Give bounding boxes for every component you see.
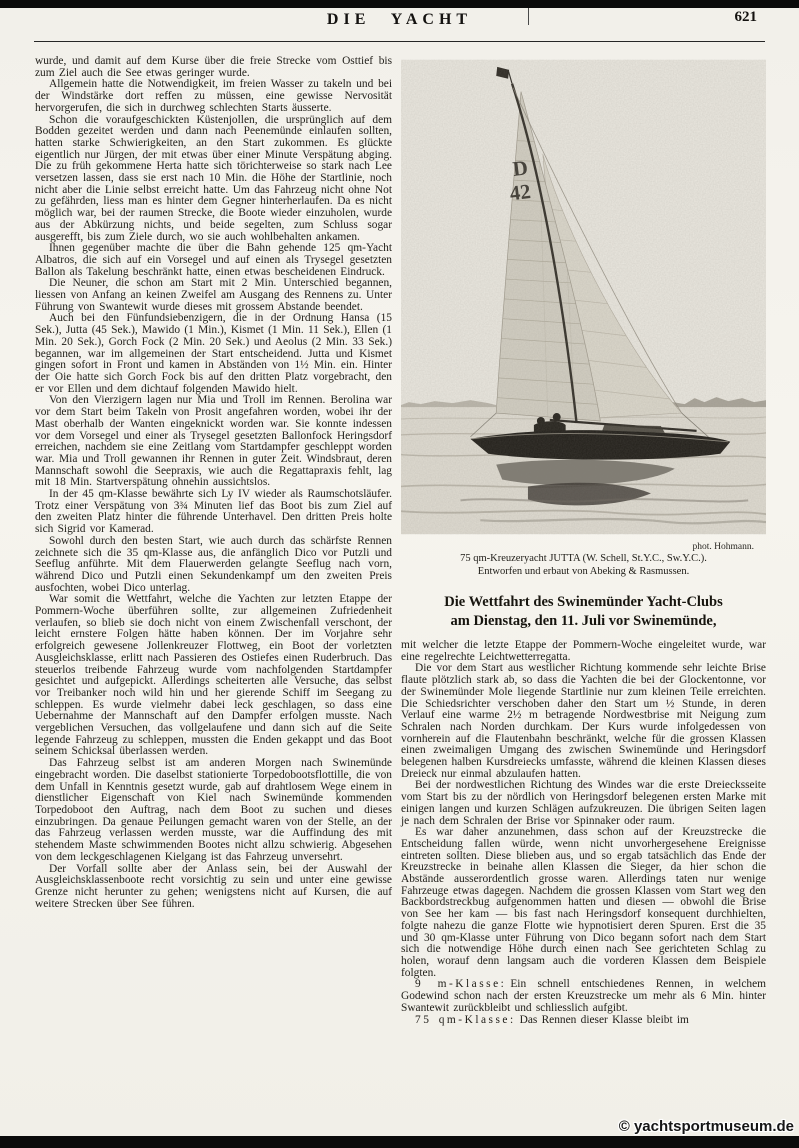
article-heading-line1: Die Wettfahrt des Swinemünder Yacht-Clubs: [444, 594, 723, 610]
class-report-text: Das Rennen dieser Klasse bleibt im: [519, 1013, 689, 1026]
right-column: [401, 56, 766, 1026]
paragraph: Das Fahrzeug selbst ist am anderen Morgen nach Swinemünde eingebracht worden. Die daselbst stationierte Torpedobootsflottille, die von dem Unfall in Kenntnis gesetzt wurde, gab auf drahtlosem Wege einem in dienstlicher Eigenschaft von Kiel nach Swinemünde kommenden Torpedoboot den Auftrag, nach dem Boot zu suchen und dieses einzubringen. Da genaue Peilungen gemacht waren von der Stelle, an der das Fahrzeug verlassen werden musste, war die Auffindung des mit stehendem Maste schwimmenden Bootes nicht allzu schwierig. Abgesehen von dem leckgeschlagenen Kielgang ist das Fahrzeug unversehrt.: [35, 757, 392, 863]
paragraph: Der Vorfall sollte aber der Anlass sein, bei der Auswahl der Ausgleichsklassenboote recht vorsichtig zu sein und unter eine gewisse Grenze nicht herunter zu gehen; wenigstens nicht auf Kursen, die auf weitere Strecken über See führen.: [35, 862, 392, 910]
yacht-photograph: [401, 58, 766, 536]
class-report-label: 75 qm-Klasse:: [415, 1013, 516, 1026]
class-report: [401, 979, 766, 1014]
photo-credit: phot. Hohmann.: [692, 542, 754, 552]
header-divider: [34, 41, 765, 42]
paragraph: War somit die Wettfahrt, welche die Yachten zur letzten Etappe der Pommern-Woche überführen sollte, zur allgemeinen Zufriedenheit verlaufen, so blieb sie doch nicht von einem Zwischenfall verschont, der leicht ernstere Folgen hätte haben können. Der im Vorjahre sehr erfolgreich gewesene Jollenkreuzer Flottweg, ein Boot der vorletzten Ausgleichsklasse, erlitt nach Passieren des Ostiefes einen Ruderbruch. Das steuerlos treibende Fahrzeug wurde vom nachfolgenden Startdampfer gesichtet und aufgepickt. Allerdings scheiterten alle Versuche, das selbst vor Treibanker noch wild hin und her gierende Schiff im Seegang zu schleppen. Es wurde vielmehr dabei leck geschlagen, so dass eine Uebernahme der Mannschaft auf den Dampfer erfolgen musste. Nach vergeblichen Versuchen, das vollgelaufene und dann sich auf die Seite legende Fahrzeug zu schleppen, mussten die Enden gekappt und das Boot seinem Schicksal überlassen werden.: [35, 593, 392, 758]
paragraph: Von den Vierzigern lagen nur Mia und Troll im Rennen. Berolina war vor dem Start beim Takeln von Prosit angefahren worden, wobei ihr der Mast oberhalb der Wanten eingeknickt worden war. Sie konnte indessen vor dem Vorsegel und einer als Trysegel gesetzten Ballonfock Heringsdorf erreichen, nachdem sie eine Zeitlang vom Startdampfer geschleppt worden war. Mia und Troll gewannen ihr Rennen in guter Zeit. Windsbraut, deren Mannschaft sowohl die Seepraxis, wie auch die Regattapraxis fehlt, lag mit 18 Min. Startverspätung ohnehin aussichtslos.: [35, 394, 392, 489]
magazine-title: DIE YACHT: [326, 11, 473, 28]
photo-caption-line1: 75 qm-Kreuzeryacht JUTTA (W. Schell, St.Y.C., Sw.Y.C.).: [460, 553, 707, 564]
paragraph: Allgemein hatte die Notwendigkeit, im freien Wasser zu takeln und bei der Windstärke dort reffen zu müssen, eine gewisse Nervosität hervorgerufen, die sich in durchweg schlechten Starts äusserte.: [35, 78, 392, 114]
left-column: [35, 56, 392, 1026]
class-report-label: 9 m-Klasse:: [415, 978, 507, 991]
paragraph: Schon die voraufgeschickten Küstenjollen, die ursprünglich auf dem Bodden gezeitet werden und dann nach Peenemünde einlaufen sollten, hatten starke Schwierigkeiten, an den Start zukommen. Es glückte eigentlich nur Jürgen, der mit etwas über einer Minute Verspätung abging. Die zu früh gekommene Herta hatte sich törichterweise so stark nach Lee versetzen lassen, dass sie erst nach 10 Min. die Höhe der Startlinie, noch nicht aber die Linie selbst erreicht hatte. Um das Fahrzeug nicht ohne Not zu gefährden, liess man es hinter dem Gegner hinterherlaufen. Da es nicht möglich war, bei der raumen Strecke, die Boote wieder einzuholen, wurde aus der Abkürzung nichts, und beide segelten, zum Schluss sogar ausgerefft, bis zum Ziele durch, wo sie auch wohlbehalten ankamen.: [35, 113, 392, 243]
paragraph: Die Neuner, die schon am Start mit 2 Min. Unterschied begannen, liessen von Anfang an keinen Zweifel am Ausgang des Rennens zu. Unter Führung von Swantewit wurde dieses mit grossem Abstande beendet.: [35, 277, 392, 313]
paragraph: Ihnen gegenüber machte die über die Bahn gehende 125 qm-Yacht Albatros, die sich auf ein Vorsegel und auf einen als Trysegel gesetzten Ballon als Takelung beschränkt hatte, einen etwas bescheidenen Eindruck.: [35, 242, 392, 278]
photo-caption-line2: Entworfen und erbaut von Abeking & Rasmussen.: [477, 566, 690, 577]
paragraph: Bei der nordwestlichen Richtung des Windes war die erste Dreiecksseite vom Start bis zu der nördlich von Heringsdorf belegenen ersten Marke mit einigen langen und kurzen Schlägen aufzukreuzen. Die übrigen Seiten lagen je nach dem Schralen der Brise vor Spinnaker oder raum.: [401, 779, 766, 827]
paragraph: Sowohl durch den besten Start, wie auch durch das schärfste Rennen zeichnete sich die 35 qm-Klasse aus, die anfänglich Dico vor Putzli und Seeflug anführte. Mit dem Flauerwerden gelangte Seeflug nach vorn, während Dico und Putzli einen Sekundenkampf um den zweiten Preis ausfochten, wobei Dico unterlag.: [35, 534, 392, 594]
article-heading: [401, 593, 766, 631]
paragraph: mit welcher die letzte Etappe der Pommern-Woche eingeleitet wurde, war eine regelrechte Leichtwetterregatta.: [401, 639, 766, 663]
page-number: 621: [734, 9, 757, 25]
paragraph: Die vor dem Start aus westlicher Richtung kommende sehr leichte Brise flaute plötzlich stark ab, so dass die Yachten die bei der Glockentonne, vor der Swinemünder Mole liegende Startlinie nur zum kleinen Teile erreichten. Die Schiedsrichter verschoben daher den Start um ½ Stunde, in deren Verlauf eine warme 2½ m betragende Nordwestbrise mit Neigung zum Schralen nach Norden durchkam. Der Kurs wurde infolgedessen von vornherein auf die Flautenbahn beschränkt, welche für die grossen Klassen einen zweimaligen Umgang des zwischen Swinemünde und Heringsdorf belegenen halben Kursdreiecks umfasste, während die kleinen Klassen dieses Dreieck nur einmal abzulaufen hatten.: [401, 662, 766, 780]
paragraph: Es war daher anzunehmen, dass schon auf der Kreuzstrecke die Entscheidung fallen würde, wenn nicht unvorhergesehene Ereignisse eintreten sollten. Diese blieben aus, und so ergab tatsächlich das Ende der Kreuzstrecke in beinahe allen Klassen die Sieger, da hier schon die Abstände ausserordentlich grosse waren. Allerdings taten nur wenige Fahrzeuge etwas dagegen. Nachdem die grossen Klassen vom Start weg den Backbordstreckbug aufgenommen hatten und diesen — obwohl die Brise von See her kam — bis fast nach Heringsdorf konsequent durchhielten, folgte nahezu die ganze Flotte wie hypnotisiert deren Spuren. Erst die 35 und 30 qm-Klasse unter Führung von Dico begann sofort nach dem Start sich die notwendige Höhe durch einen nach See gerichteten Schlag zu holen, worauf denn langsam auch die vorderen Klassen dem Beispiele folgten.: [401, 826, 766, 979]
two-column-layout: [35, 56, 766, 1026]
class-report-text: Ein schnell entschiedenes Rennen, in welchem Godewind schon nach der ersten Kreuzstrecke um mehr als 6 Min. hinter Swantewit zurückbleibt und schliesslich aufgibt.: [401, 978, 766, 1014]
paragraph: In der 45 qm-Klasse bewährte sich Ly IV wieder als Raumschotsläufer. Trotz einer Verspätung von 3¾ Minuten lief das Boot bis zum Ziel auf den zweiten Platz hinter die führende Unterhavel. Den dritten Preis holte sich Sigrid vor Kamerad.: [35, 488, 392, 536]
article-heading-line2: am Dienstag, den 11. Juli vor Swinemünde,: [450, 613, 717, 629]
paragraph: wurde, und damit auf dem Kurse über die freie Strecke vom Osttief bis zum Ziel auch die See etwas geringer wurde.: [35, 55, 392, 79]
watermark: © yachtsportmuseum.de: [618, 1118, 794, 1135]
scan-border-bottom: [0, 1136, 799, 1148]
paragraph: Auch bei den Fünfundsiebenzigern, die in der Ordnung Hansa (15 Sek.), Jutta (45 Sek.), Mawido (1 Min.), Kismet (1 Min. 11 Sek.), Ellen (1 Min. 20 Sek.), Gorch Fock (2 Min. 20 Sek.) und Aeolus (2 Min. 33 Sek.) begannen, war im allgemeinen der Start entscheidend. Jutta und Kismet gingen sofort in Front und kamen in Abständen von 1½ Min. ein. Hinter der Oie hatte sich Gorch Fock bis auf den dritten Platz vorgebracht, den er vor Ellen und dem dichtauf folgenden Mawido hielt.: [35, 312, 392, 395]
scan-border-top: [0, 0, 799, 8]
class-report: [401, 1015, 766, 1027]
